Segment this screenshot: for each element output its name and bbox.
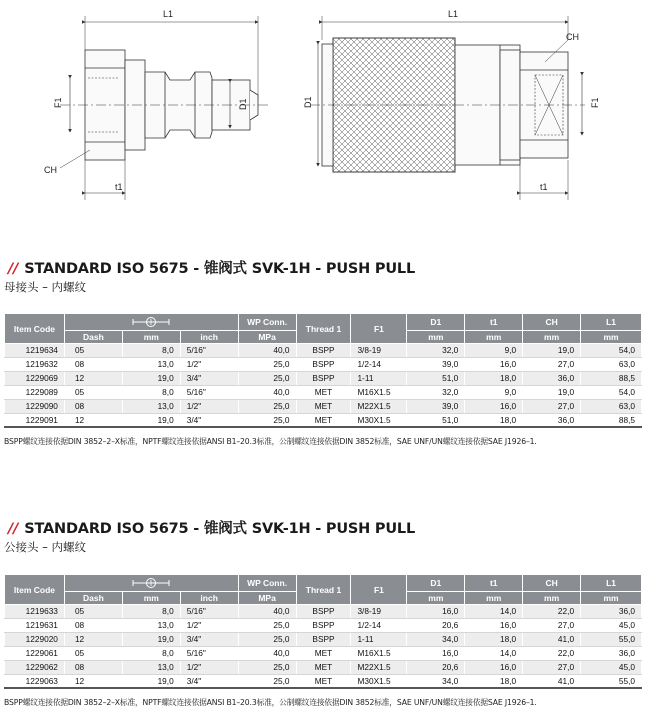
cell-item-code: 1229069 [5, 371, 65, 385]
cell-ch: 36,0 [523, 371, 581, 385]
cell-dash: 12 [64, 413, 122, 427]
cell-size-mm: 19,0 [122, 674, 180, 688]
cell-thread: BSPP [296, 618, 351, 632]
cell-f1: 1-11 [351, 632, 407, 646]
header-l1: L1 [581, 575, 642, 592]
cell-ch: 27,0 [523, 660, 581, 674]
cell-f1: M22X1.5 [351, 660, 407, 674]
subheader-dash: Dash [64, 592, 122, 605]
cell-size-inch: 1/2" [180, 399, 238, 413]
cell-f1: 1/2-14 [351, 357, 407, 371]
cell-size-inch: 5/16" [180, 385, 238, 399]
cell-l1: 63,0 [581, 399, 642, 413]
cell-wp-mpa: 40,0 [238, 385, 296, 399]
left-f1-label: F1 [53, 97, 63, 108]
cell-thread: BSPP [296, 344, 351, 358]
cell-size-inch: 3/4" [180, 371, 238, 385]
cell-item-code: 1229061 [5, 646, 65, 660]
subheader-inch: inch [180, 592, 238, 605]
cell-f1: 3/8-19 [351, 605, 407, 619]
header-t1: t1 [465, 314, 523, 331]
cell-size-mm: 13,0 [122, 399, 180, 413]
cell-thread: MET [296, 385, 351, 399]
cell-size-mm: 13,0 [122, 357, 180, 371]
cell-t1: 14,0 [465, 646, 523, 660]
header-wp-conn: WP Conn. [238, 314, 296, 331]
cell-item-code: 1219631 [5, 618, 65, 632]
cell-size-mm: 19,0 [122, 371, 180, 385]
cell-thread: BSPP [296, 632, 351, 646]
cell-wp-mpa: 25,0 [238, 618, 296, 632]
cell-thread: BSPP [296, 371, 351, 385]
cell-wp-mpa: 25,0 [238, 371, 296, 385]
cell-d1: 16,0 [407, 605, 465, 619]
cell-item-code: 1229020 [5, 632, 65, 646]
header-d1: D1 [407, 575, 465, 592]
cell-f1: 1/2-14 [351, 618, 407, 632]
cell-size-inch: 1/2" [180, 357, 238, 371]
title-slash-mark: // [8, 521, 19, 537]
cell-f1: M30X1.5 [351, 413, 407, 427]
cell-l1: 55,0 [581, 674, 642, 688]
cell-dash: 05 [64, 385, 122, 399]
cell-thread: MET [296, 660, 351, 674]
subheader-mm: mm [407, 331, 465, 344]
right-f1-label: F1 [590, 97, 600, 108]
spec-table [4, 574, 642, 689]
table-row [5, 674, 642, 688]
cell-size-mm: 8,0 [122, 385, 180, 399]
cell-ch: 27,0 [523, 357, 581, 371]
cell-dash: 05 [64, 646, 122, 660]
section-subtitle: 母接头 – 内螺纹 [4, 280, 87, 294]
cell-f1: 3/8-19 [351, 344, 407, 358]
cell-wp-mpa: 40,0 [238, 646, 296, 660]
header-flow-icon [64, 575, 238, 592]
cell-size-mm: 8,0 [122, 605, 180, 619]
cell-wp-mpa: 40,0 [238, 605, 296, 619]
cell-size-inch: 5/16" [180, 344, 238, 358]
cell-thread: BSPP [296, 605, 351, 619]
section-subtitle: 公接头 – 内螺纹 [4, 540, 87, 554]
cell-wp-mpa: 25,0 [238, 674, 296, 688]
cell-l1: 63,0 [581, 357, 642, 371]
cell-l1: 45,0 [581, 618, 642, 632]
header-f1: F1 [351, 575, 407, 605]
cell-size-inch: 5/16" [180, 605, 238, 619]
subheader-mm: mm [523, 592, 581, 605]
cell-d1: 34,0 [407, 632, 465, 646]
cell-thread: MET [296, 646, 351, 660]
cell-t1: 18,0 [465, 371, 523, 385]
cell-t1: 16,0 [465, 357, 523, 371]
left-d1-label: D1 [238, 98, 248, 110]
subheader-mm: mm [465, 592, 523, 605]
header-ch: CH [523, 575, 581, 592]
header-thread: Thread 1 [296, 314, 351, 344]
cell-item-code: 1229091 [5, 413, 65, 427]
table-row [5, 413, 642, 427]
cell-t1: 18,0 [465, 413, 523, 427]
subheader-inch: inch [180, 331, 238, 344]
cell-item-code: 1229090 [5, 399, 65, 413]
cell-d1: 16,0 [407, 646, 465, 660]
left-t1-label: t1 [115, 182, 123, 192]
cell-size-inch: 3/4" [180, 674, 238, 688]
header-item-code: Item Code [5, 314, 65, 344]
cell-item-code: 1219633 [5, 605, 65, 619]
cell-size-inch: 3/4" [180, 413, 238, 427]
left-ch-label: CH [44, 165, 57, 175]
cell-item-code: 1219632 [5, 357, 65, 371]
cell-item-code: 1219634 [5, 344, 65, 358]
right-l1-label: L1 [448, 9, 459, 19]
table-row [5, 605, 642, 619]
right-d1-label: D1 [303, 96, 313, 108]
header-t1: t1 [465, 575, 523, 592]
cell-ch: 41,0 [523, 632, 581, 646]
cell-t1: 14,0 [465, 605, 523, 619]
cell-thread: MET [296, 413, 351, 427]
table-row [5, 399, 642, 413]
cell-ch: 19,0 [523, 344, 581, 358]
subheader-mm: mm [581, 592, 642, 605]
cell-f1: M22X1.5 [351, 399, 407, 413]
cell-dash: 05 [64, 605, 122, 619]
cell-size-inch: 1/2" [180, 660, 238, 674]
cell-t1: 18,0 [465, 674, 523, 688]
cell-l1: 54,0 [581, 385, 642, 399]
subheader-mpa: MPa [238, 331, 296, 344]
subheader-dash: Dash [64, 331, 122, 344]
cell-wp-mpa: 25,0 [238, 399, 296, 413]
cell-size-mm: 13,0 [122, 660, 180, 674]
cell-d1: 20,6 [407, 660, 465, 674]
cell-f1: 1-11 [351, 371, 407, 385]
cell-wp-mpa: 25,0 [238, 413, 296, 427]
cell-t1: 18,0 [465, 632, 523, 646]
cell-ch: 27,0 [523, 399, 581, 413]
cell-ch: 22,0 [523, 605, 581, 619]
flow-connector-icon [131, 316, 171, 328]
subheader-mm: mm [581, 331, 642, 344]
subheader-mm: mm [122, 331, 180, 344]
cell-ch: 19,0 [523, 385, 581, 399]
cell-item-code: 1229089 [5, 385, 65, 399]
spec-table-body [5, 344, 642, 428]
thread-standard-note: BSPP螺纹连接依据DIN 3852–2–X标准，NPTF螺纹连接依据ANSI B1–20.3标准，公制螺纹连接依据DIN 3852标准，SAE UNF/UN螺纹连接依据SAE J1926–1. [4, 698, 537, 707]
cell-l1: 36,0 [581, 605, 642, 619]
table-row [5, 371, 642, 385]
cell-f1: M30X1.5 [351, 674, 407, 688]
cell-d1: 34,0 [407, 674, 465, 688]
subheader-mm: mm [465, 331, 523, 344]
header-l1: L1 [581, 314, 642, 331]
cell-dash: 05 [64, 344, 122, 358]
header-thread: Thread 1 [296, 575, 351, 605]
cell-wp-mpa: 40,0 [238, 344, 296, 358]
section-title-text: STANDARD ISO 5675 - 锥阀式 SVK-1H - PUSH PULL [24, 521, 416, 537]
cell-f1: M16X1.5 [351, 385, 407, 399]
table-row [5, 646, 642, 660]
technical-drawings [0, 0, 648, 210]
cell-d1: 20,6 [407, 618, 465, 632]
cell-t1: 16,0 [465, 660, 523, 674]
cell-dash: 08 [64, 660, 122, 674]
cell-l1: 45,0 [581, 660, 642, 674]
header-item-code: Item Code [5, 575, 65, 605]
subheader-mm: mm [122, 592, 180, 605]
cell-l1: 88,5 [581, 371, 642, 385]
thread-standard-note: BSPP螺纹连接依据DIN 3852–2–X标准，NPTF螺纹连接依据ANSI B1–20.3标准，公制螺纹连接依据DIN 3852标准，SAE UNF/UN螺纹连接依据SAE J1926–1. [4, 437, 537, 446]
cell-dash: 12 [64, 632, 122, 646]
drawing-right [310, 16, 585, 200]
subheader-mm: mm [523, 331, 581, 344]
cell-dash: 08 [64, 618, 122, 632]
cell-l1: 55,0 [581, 632, 642, 646]
cell-d1: 32,0 [407, 344, 465, 358]
spec-table [4, 313, 642, 428]
cell-l1: 88,5 [581, 413, 642, 427]
table-row [5, 632, 642, 646]
cell-item-code: 1229062 [5, 660, 65, 674]
cell-size-inch: 3/4" [180, 632, 238, 646]
cell-dash: 08 [64, 357, 122, 371]
cell-dash: 08 [64, 399, 122, 413]
flow-connector-icon [131, 577, 171, 589]
table-row [5, 385, 642, 399]
header-flow-icon [64, 314, 238, 331]
cell-thread: MET [296, 399, 351, 413]
cell-size-mm: 8,0 [122, 344, 180, 358]
section-title-text: STANDARD ISO 5675 - 锥阀式 SVK-1H - PUSH PULL [24, 261, 416, 277]
cell-d1: 32,0 [407, 385, 465, 399]
cell-ch: 22,0 [523, 646, 581, 660]
cell-f1: M16X1.5 [351, 646, 407, 660]
cell-dash: 12 [64, 674, 122, 688]
table-row [5, 357, 642, 371]
header-wp-conn: WP Conn. [238, 575, 296, 592]
cell-wp-mpa: 25,0 [238, 660, 296, 674]
cell-t1: 16,0 [465, 399, 523, 413]
subheader-mpa: MPa [238, 592, 296, 605]
cell-t1: 9,0 [465, 344, 523, 358]
cell-size-mm: 8,0 [122, 646, 180, 660]
cell-ch: 27,0 [523, 618, 581, 632]
cell-item-code: 1229063 [5, 674, 65, 688]
cell-wp-mpa: 25,0 [238, 357, 296, 371]
header-d1: D1 [407, 314, 465, 331]
cell-d1: 39,0 [407, 399, 465, 413]
right-t1-label: t1 [540, 182, 548, 192]
cell-ch: 36,0 [523, 413, 581, 427]
cell-thread: BSPP [296, 357, 351, 371]
cell-size-mm: 19,0 [122, 413, 180, 427]
header-f1: F1 [351, 314, 407, 344]
cell-size-mm: 13,0 [122, 618, 180, 632]
title-slash-mark: // [8, 261, 19, 277]
cell-ch: 41,0 [523, 674, 581, 688]
cell-t1: 9,0 [465, 385, 523, 399]
cell-dash: 12 [64, 371, 122, 385]
cell-thread: MET [296, 674, 351, 688]
left-l1-label: L1 [163, 9, 174, 19]
table-row [5, 618, 642, 632]
section-title [8, 257, 415, 278]
right-ch-label: CH [566, 32, 579, 42]
table-row [5, 344, 642, 358]
cell-d1: 51,0 [407, 413, 465, 427]
cell-size-inch: 5/16" [180, 646, 238, 660]
cell-size-inch: 1/2" [180, 618, 238, 632]
cell-size-mm: 19,0 [122, 632, 180, 646]
cell-d1: 51,0 [407, 371, 465, 385]
cell-l1: 36,0 [581, 646, 642, 660]
spec-table-body [5, 605, 642, 689]
table-row [5, 660, 642, 674]
cell-d1: 39,0 [407, 357, 465, 371]
cell-l1: 54,0 [581, 344, 642, 358]
cell-wp-mpa: 25,0 [238, 632, 296, 646]
subheader-mm: mm [407, 592, 465, 605]
section-title [8, 517, 415, 538]
cell-t1: 16,0 [465, 618, 523, 632]
header-ch: CH [523, 314, 581, 331]
